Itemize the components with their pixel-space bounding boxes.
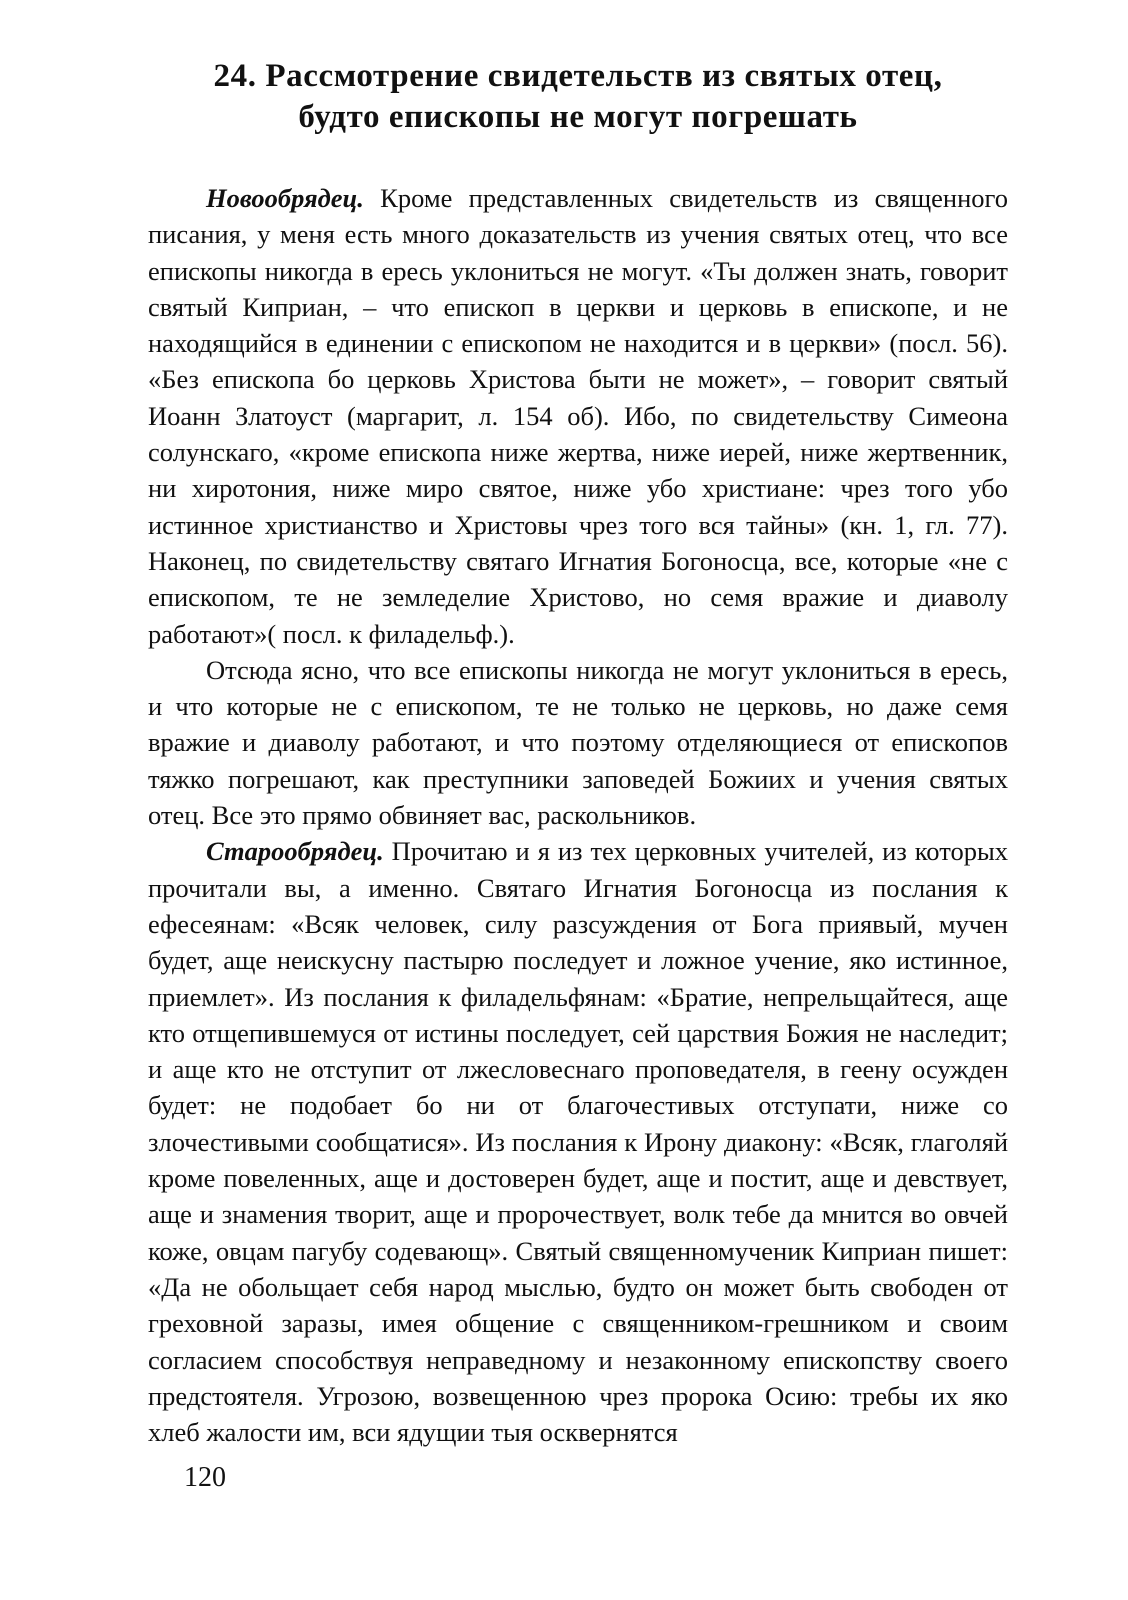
- body-text: [148, 180, 1008, 1450]
- book-page: [148, 56, 1008, 1450]
- paragraph-text: Прочитаю и я из тех церковных учителей, из которых прочитали вы, а именно. Святаго Игнатия Богоносца из послания к ефесеянам: «Всяк человек, силу разсуждения от Бога приявый, мучен будет, аще неискусну пастырю последует и ложное учение, яко истинное, приемлет». Из послания к филадельфянам: «Братие, непрельщайтеся, аще кто отщепившемуся от истины последует, сей царствия Божия не наследит; и аще кто не отступит от лжесловеснаго проповедателя, в геену осужден будет: не подобает бо ни от благочестивых отступати, ниже со злочестивыми сообщатися». Из послания к Ирону диакону: «Всяк, глаголяй кроме повеленных, аще и достоверен будет, аще и постит, аще и девствует, аще и знамения творит, аще и пророчествует, волк тебе да мнится во овчей коже, овцам пагубу содевающ». Святый священномученик Киприан пишет: «Да не обольщает себя народ мыслью, будто он может быть свободен от греховной заразы, имея общение с священником-грешником и своим согласием способствуя неправедному и незаконному епископству своего предстоятеля. Угрозою, возвещенною чрез пророка Осию: требы их яко хлеб жалости им, вси ядущии тыя осквернятся: [148, 836, 1008, 1448]
- paragraph-1: [148, 180, 1008, 652]
- paragraph-3: [148, 833, 1008, 1450]
- page-number: 120: [184, 1462, 226, 1493]
- heading-line-2: будто епископы не могут погрешать: [298, 99, 858, 135]
- paragraph-2: [148, 652, 1008, 833]
- paragraph-text: Кроме представленных свидетельств из священного писания, у меня есть много доказательств из учения святых отец, что все епископы никогда в ересь уклониться не могут. «Ты должен знать, говорит святый Киприан, – что епископ в церкви и церковь в епископе, и не находящийся в единении с епископом не находится и в церкви» (посл. 56). «Без епископа бо церковь Христова быти не может», – говорит святый Иоанн Златоуст (маргарит, л. 154 об). Ибо, по свидетельству Симеона солунскаго, «кроме епископа ниже жертва, ниже иерей, ниже жертвенник, ни хиротония, ниже миро святое, ниже убо христиане: чрез того убо истинное христианство и Христовы чрез того вся тайны» (кн. 1, гл. 77). Наконец, по свидетельству святаго Игнатия Богоносца, все, которые «не с епископом, те не земледелие Христово, но семя вражие и диаволу работают»( посл. к филадельф.).: [148, 183, 1008, 649]
- section-heading: [148, 56, 1008, 138]
- heading-line-1: 24. Рассмотрение свидетельств из святых отец,: [213, 58, 943, 94]
- speaker-label: Новообрядец.: [206, 183, 364, 213]
- paragraph-text: Отсюда ясно, что все епископы никогда не могут уклониться в ересь, и что которые не с епископом, те не только не церковь, но даже семя вражие и диаволу работают, и что поэтому отделяющиеся от епископов тяжко погрешают, как преступники заповедей Божиих и учения святых отец. Все это прямо обвиняет вас, раскольников.: [148, 654, 1008, 831]
- speaker-label: Старообрядец.: [206, 836, 384, 867]
